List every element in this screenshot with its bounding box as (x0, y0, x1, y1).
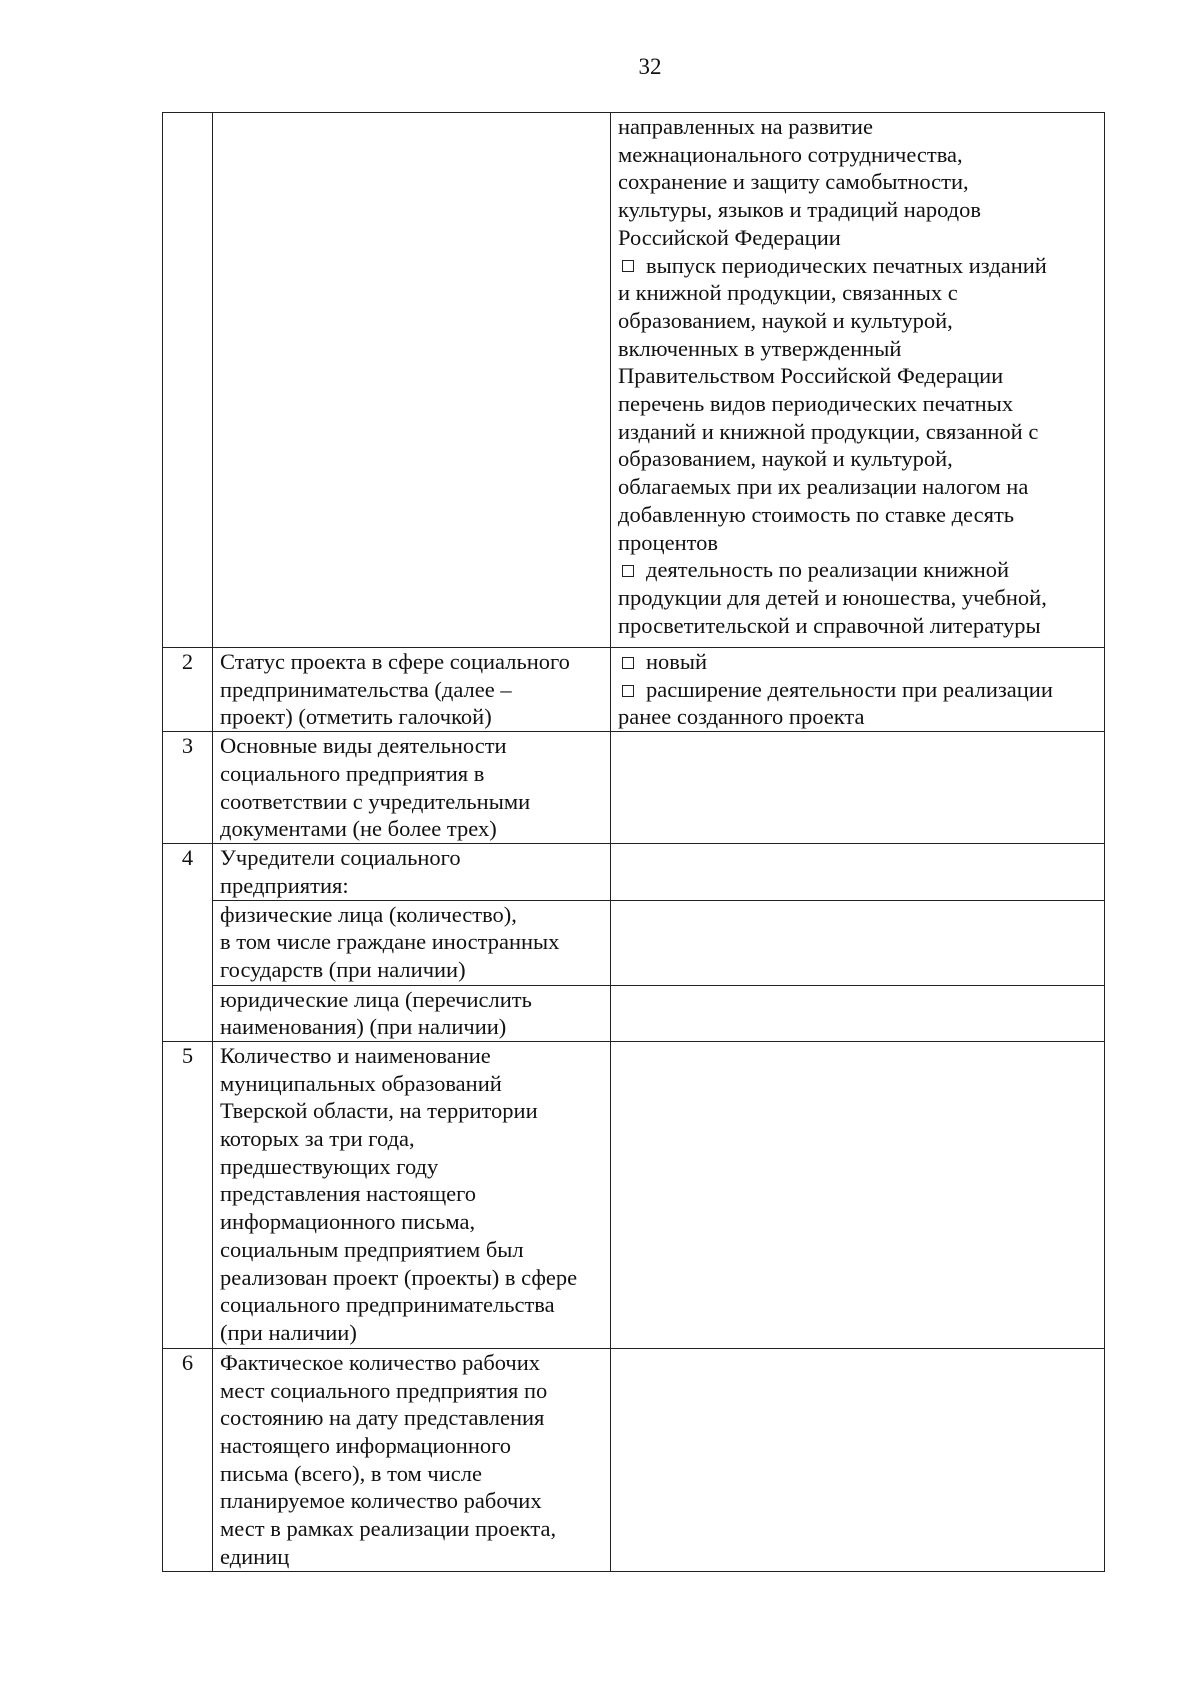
text-line: культуры, языков и традиций народов (618, 197, 981, 223)
label-line: социального предпринимательства (220, 1292, 555, 1318)
label-line: представления настоящего (220, 1181, 477, 1207)
text-line: перечень видов периодических печатных (618, 391, 1014, 417)
label-line: Количество и наименование (220, 1042, 491, 1068)
label-line: Фактическое количество рабочих (220, 1349, 541, 1375)
label-line: социальным предприятием был (220, 1236, 524, 1262)
row-label-cell (213, 1348, 611, 1571)
row-label-cell (213, 648, 611, 732)
row-value-input[interactable] (611, 985, 1105, 1041)
label-line: мест в рамках реализации проекта, (220, 1516, 557, 1542)
row-value-input[interactable] (611, 1041, 1105, 1348)
row-label-cell (213, 844, 611, 900)
table-row-5 (163, 1041, 1105, 1348)
checkbox-icon[interactable] (622, 565, 634, 577)
label-line: планируемое количество рабочих (220, 1488, 542, 1514)
text-line: включенных в утвержденный (618, 335, 902, 361)
label-line: мест социального предприятия по (220, 1377, 548, 1403)
checkbox-icon[interactable] (622, 260, 634, 272)
text-line: межнационального сотрудничества, (618, 141, 963, 167)
row-value-cell (611, 113, 1105, 648)
table-row-4-legal (163, 985, 1105, 1041)
row-label-cell (213, 113, 611, 648)
text-line: образованием, наукой и культурой, (618, 307, 953, 333)
option-label: выпуск периодических печатных изданий (646, 252, 1047, 278)
label-line: предпринимательства (далее – (220, 676, 512, 702)
label-line: информационного письма, (220, 1209, 476, 1235)
label-line: наименования) (при наличии) (220, 1014, 507, 1040)
label-line: письма (всего), в том числе (220, 1460, 482, 1486)
table-row-continuation (163, 113, 1105, 648)
text-line: добавленную стоимость по ставке десять (618, 501, 1015, 527)
row-number-cell (163, 113, 213, 648)
label-line: которых за три года, (220, 1126, 415, 1152)
text-line: процентов (618, 529, 719, 555)
row-label-cell (213, 1041, 611, 1348)
text-line: образованием, наукой и культурой, (618, 446, 953, 472)
page-number: 32 (638, 54, 662, 79)
row-number: 5 (163, 1041, 213, 1348)
table-row-3 (163, 732, 1105, 844)
row-number: 3 (163, 732, 213, 844)
label-line: Тверской области, на территории (220, 1098, 538, 1124)
label-line: социального предприятия в (220, 760, 485, 786)
label-line: Учредители социального (220, 845, 461, 871)
text-line: направленных на развитие (618, 114, 873, 139)
text-line: изданий и книжной продукции, связанной с (618, 418, 1039, 444)
label-line: документами (не более трех) (220, 816, 497, 842)
option-expansion[interactable] (618, 676, 1099, 704)
table-row-6 (163, 1348, 1105, 1571)
label-line: юридические лица (перечислить (220, 986, 532, 1012)
table-row-4-individuals (163, 900, 1105, 985)
row-number: 6 (163, 1348, 213, 1571)
option-label: расширение деятельности при реализации (646, 676, 1053, 702)
text-line: продукции для детей и юношества, учебной, (618, 584, 1047, 610)
label-line: муниципальных образований (220, 1070, 502, 1096)
option-periodicals[interactable] (618, 252, 1099, 280)
row-value-cell (611, 648, 1105, 732)
label-line: проект) (отметить галочкой) (220, 704, 492, 730)
label-line: предприятия: (220, 872, 349, 898)
row-value-input[interactable] (611, 900, 1105, 985)
row-label-cell (213, 900, 611, 985)
label-line: Статус проекта в сфере социального (220, 649, 570, 674)
label-line: единиц (220, 1543, 290, 1569)
option-new[interactable] (618, 648, 1099, 676)
checkbox-icon[interactable] (622, 685, 634, 697)
label-line: настоящего информационного (220, 1433, 512, 1459)
text-line: просветительской и справочной литературы (618, 612, 1041, 638)
text-line: облагаемых при их реализации налогом на (618, 474, 1029, 500)
text-line: и книжной продукции, связанных с (618, 280, 958, 306)
label-line: состоянию на дату представления (220, 1405, 545, 1431)
label-line: в том числе граждане иностранных (220, 929, 560, 955)
label-line: предшествующих году (220, 1153, 439, 1179)
checkbox-icon[interactable] (622, 657, 634, 669)
label-line: физические лица (количество), (220, 901, 517, 927)
option-label: новый (646, 649, 708, 674)
label-line: государств (при наличии) (220, 956, 466, 982)
label-line: реализован проект (проекты) в сфере (220, 1264, 578, 1290)
row-value-input[interactable] (611, 1348, 1105, 1571)
table-row-4 (163, 844, 1105, 900)
table-row-2 (163, 648, 1105, 732)
text-line: Правительством Российской Федерации (618, 363, 1004, 389)
row-value-input[interactable] (611, 844, 1105, 900)
row-label-cell (213, 985, 611, 1041)
text-line: Российской Федерации (618, 224, 841, 250)
option-books[interactable] (618, 556, 1099, 584)
text-line: ранее созданного проекта (618, 704, 865, 730)
label-line: соответствии с учредительными (220, 788, 531, 814)
label-line: Основные виды деятельности (220, 733, 507, 759)
row-label-cell (213, 732, 611, 844)
option-label: деятельность по реализации книжной (646, 557, 1010, 583)
row-value-input[interactable] (611, 732, 1105, 844)
info-letter-table (162, 112, 1105, 1572)
row-number: 4 (163, 844, 213, 1042)
label-line: (при наличии) (220, 1319, 357, 1345)
text-line: сохранение и защиту самобытности, (618, 169, 969, 195)
row-number: 2 (163, 648, 213, 732)
